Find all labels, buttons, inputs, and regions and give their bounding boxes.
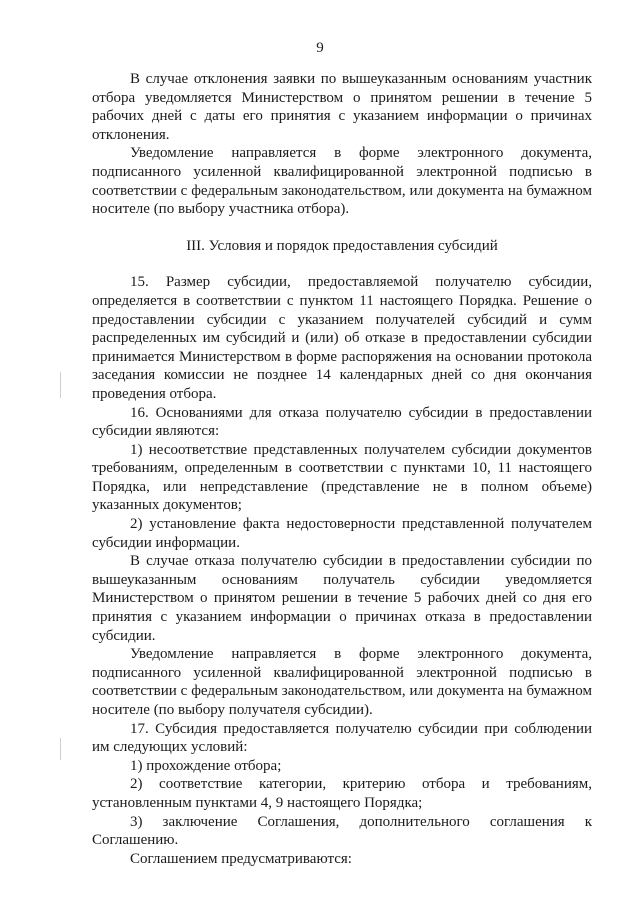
paragraph-item-16: 16. Основаниями для отказа получателю субсидии в предоставлении субсидии являются:	[92, 404, 592, 440]
section-heading: III. Условия и порядок предоставления субсидий	[186, 237, 498, 254]
page-number: 9	[316, 40, 324, 56]
paragraph-item-17: 17. Субсидия предоставляется получателю субсидии при соблюдении им следующих условий:	[92, 720, 592, 756]
paragraph-item-17-2: 2) соответствие категории, критерию отбора и требованиям, установленным пунктами 4, 9 настоящего Порядка;	[92, 776, 592, 811]
paragraph-rejection-notice: В случае отклонения заявки по вышеуказанным основаниям участник отбора уведомляется Министерством о принятом решении в течение 5 рабочих дней с даты его принятия с указанием информации о причинах отклонения.	[92, 71, 592, 143]
paragraph-refusal-notice: В случае отказа получателю субсидии в предоставлении субсидии по вышеуказанным основаниям получатель субсидии уведомляется Министерством о принятом решении в течение 5 рабочих дней со дня его принятия с указанием информации о причинах отказа в предоставлении субсидии.	[92, 553, 592, 644]
paragraph-notification-form-2: Уведомление направляется в форме электронного документа, подписанного усиленной квалифицированной электронной подписью в соответствии с федеральным законодательством, или документа на бумажном носителе (по выбору получателя субсидии).	[92, 646, 592, 718]
paragraph-agreement-provides: Соглашением предусматриваются:	[130, 850, 352, 867]
paragraph-item-17-3: 3) заключение Соглашения, дополнительного соглашения к Соглашению.	[92, 813, 592, 849]
paragraph-item-16-1: 1) несоответствие представленных получателем субсидии документов требованиям, определенным в соответствии с пунктами 10, 11 настоящего Порядка, или непредставление (представление не в полном объеме) указанных документов;	[92, 441, 592, 514]
scan-margin-mark	[60, 738, 61, 760]
paragraph-item-17-1: 1) прохождение отбора;	[130, 757, 282, 774]
document-body	[92, 70, 592, 868]
paragraph-notification-form: Уведомление направляется в форме электронного документа, подписанного усиленной квалифицированной электронной подписью в соответствии с федеральным законодательством, или документа на бумажном носителе (по выбору участника отбора).	[92, 145, 592, 218]
paragraph-item-16-2: 2) установление факта недостоверности представленной получателем субсидии информации.	[92, 516, 592, 551]
paragraph-item-15: 15. Размер субсидии, предоставляемой получателю субсидии, определяется в соответствии с пунктом 11 настоящего Порядка. Решение о предоставлении субсидии с указанием получателей субсидий и сумм распределенных им субсидий и (или) об отказе в предоставлении субсидии принимается Министерством в форме распоряжения на основании протокола заседания комиссии не позднее 14 календарных дней со дня окончания проведения отбора.	[92, 274, 592, 402]
scan-margin-mark	[60, 372, 61, 398]
